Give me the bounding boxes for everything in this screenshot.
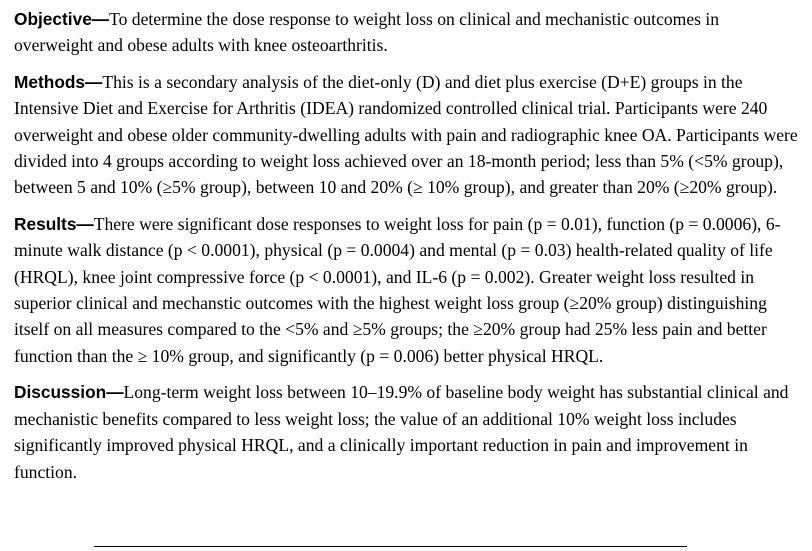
methods-heading: Methods— [14, 71, 103, 92]
methods-paragraph [14, 69, 799, 201]
discussion-heading: Discussion— [14, 382, 124, 403]
results-text: There were significant dose responses to weight loss for pain (p = 0.01), function (p = 0.0006), 6-minute walk distance (p < 0.0001), physical (p = 0.0004) and mental (p = 0.03) health-related quality of life (HRQL), knee joint compressive force (p < 0.0001), and IL-6 (p = 0.002). Greater weight loss resulted in superior clinical and mechanstic outcomes with the highest weight loss group (≥20% group) distinguishing itself on all measures compared to the <5% and ≥5% groups; the ≥20% group had 25% less pain and better function than the ≥ 10% group, and significantly (p = 0.006) better physical HRQL. [14, 213, 781, 366]
objective-paragraph [14, 6, 799, 59]
objective-text: To determine the dose response to weight loss on clinical and mechanistic outcomes in overweight and obese adults with knee osteoarthritis. [14, 9, 720, 56]
results-heading: Results— [14, 213, 94, 234]
section-divider [94, 546, 687, 547]
methods-text: This is a secondary analysis of the diet-only (D) and diet plus exercise (D+E) groups in the Intensive Diet and Exercise for Arthritis (IDEA) randomized controlled clinical trial. Participants were 240 overweight and obese older community-dwelling adults with pain and radiographic knee OA. Participants were divided into 4 groups according to weight loss achieved over an 18-month period; less than 5% (<5% group), between 5 and 10% (≥5% group), between 10 and 20% (≥ 10% group), and greater than 20% (≥20% group). [14, 71, 798, 198]
abstract [14, 6, 799, 495]
results-paragraph [14, 211, 799, 369]
objective-heading: Objective— [14, 9, 110, 29]
discussion-paragraph [14, 379, 799, 485]
discussion-text: Long-term weight loss between 10–19.9% of baseline body weight has substantial clinical and mechanistic benefits compared to less weight loss; the value of an additional 10% weight loss includes significantly improved physical HRQL, and a clinically important reduction in pain and improvement in function. [14, 382, 789, 482]
